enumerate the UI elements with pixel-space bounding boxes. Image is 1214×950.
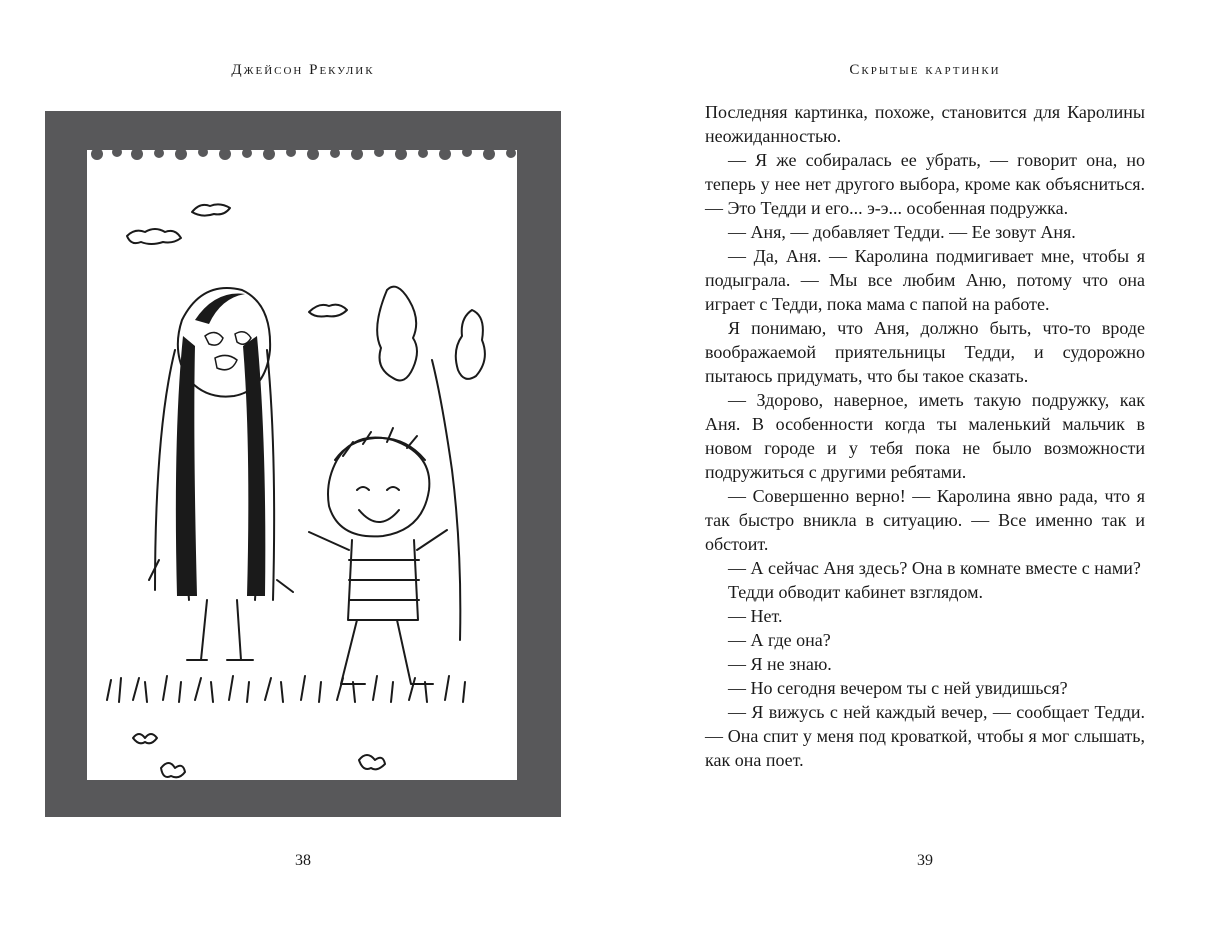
tree-trunk — [432, 360, 460, 640]
paragraph-3: — Аня, — добавляет Тедди. — Ее зовут Аня. — [728, 222, 1076, 242]
flower-1 — [133, 734, 157, 743]
tree-crown — [377, 287, 485, 381]
paragraph-12: — Я не знаю. — [728, 654, 832, 674]
paragraph-4: — Да, Аня. — Каролина подмигивает мне, чтобы я подыграла. — Мы все любим Аню, потому что она играет с Тедди, пока мама с папой на работе. — [705, 246, 1145, 314]
left-page-number: 38 — [295, 852, 311, 869]
cloud-3 — [309, 305, 347, 317]
left-running-head: Джейсон Рекулик — [231, 62, 375, 78]
torn-paper-edge — [91, 147, 516, 160]
paragraph-14: — Я вижусь с ней каждый вечер, — сообщает Тедди. — Она спит у меня под кроваткой, чтобы я мог слышать, как она поет. — [705, 702, 1145, 770]
body-text — [705, 100, 1145, 772]
boy-face — [357, 487, 399, 522]
paragraph-6: — Здорово, наверное, иметь такую подружку, как Аня. В особенности когда ты маленький мальчик в новом городе и у тебя пока не было возможности подружиться с другими ребятами. — [705, 390, 1145, 482]
paragraph-5: Я понимаю, что Аня, должно быть, что-то вроде воображаемой приятельницы Тедди, и судорожно пытаюсь придумать, что бы такое сказать. — [705, 318, 1145, 386]
flower-2 — [161, 763, 185, 777]
paragraph-1: Последняя картинка, похоже, становится для Каролины неожиданностью. — [705, 102, 1145, 146]
child-drawing-illustration — [87, 140, 517, 782]
paragraph-2: — Я же собиралась ее убрать, — говорит она, но теперь у нее нет другого выбора, кроме как объясниться. — Это Тедди и его... э-э... особенная подружка. — [705, 150, 1145, 218]
cloud-2 — [192, 204, 230, 215]
cloud-1 — [127, 229, 181, 244]
right-page — [607, 0, 1214, 950]
right-running-head: Скрытые картинки — [849, 62, 1001, 78]
right-page-number: 39 — [917, 852, 933, 869]
ghost-arms — [149, 560, 293, 592]
paragraph-7: — Совершенно верно! — Каролина явно рада, что я так быстро вникла в ситуацию. — Все именно так и обстоит. — [705, 486, 1145, 554]
boy-arms — [309, 530, 447, 550]
boy-hair — [335, 428, 425, 460]
paragraph-11: — А где она? — [728, 630, 831, 650]
grass — [107, 676, 465, 702]
paragraph-13: — Но сегодня вечером ты с ней увидишься? — [728, 678, 1068, 698]
ghost-legs — [187, 600, 253, 660]
boy-legs — [341, 620, 433, 684]
paragraph-9: Тедди обводит кабинет взглядом. — [728, 582, 983, 602]
paragraph-10: — Нет. — [728, 606, 783, 626]
flower-3 — [359, 755, 385, 769]
boy-body — [348, 540, 419, 620]
paragraph-8: — А сейчас Аня здесь? Она в комнате вместе с нами? — [728, 558, 1141, 578]
